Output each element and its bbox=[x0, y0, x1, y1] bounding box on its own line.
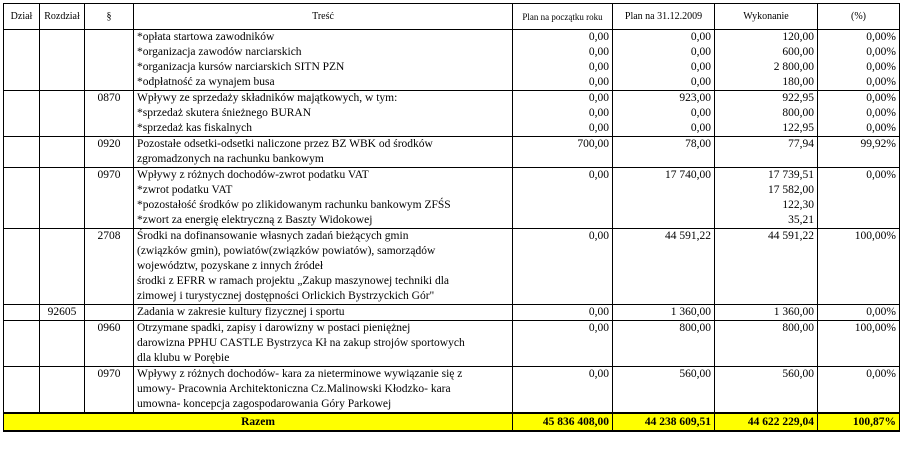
tresc-cell-line: *organizacja zawodów narciarskich bbox=[137, 46, 302, 58]
header-wykonanie: Wykonanie bbox=[715, 4, 818, 30]
plan-start-cell-line: 0,00 bbox=[588, 92, 609, 104]
procent-cell-line: 0,00% bbox=[866, 61, 896, 73]
table-row bbox=[4, 168, 900, 229]
tresc-cell-line: Zadania w zakresie kultury fizycznej i sportu bbox=[137, 306, 345, 318]
tresc-cell bbox=[134, 321, 513, 367]
tresc-cell-line: środki z EFRR w ramach projektu „Zakup maszynowej techniki dla bbox=[137, 275, 450, 287]
dzial-cell bbox=[4, 30, 40, 91]
wykonanie-cell-line: 17 739,51 bbox=[768, 169, 814, 181]
tresc-cell-line: dla klubu w Porębie bbox=[137, 352, 230, 364]
tresc-cell-line: umowna- koncepcja zagospodarowania Góry Parkowej bbox=[137, 398, 392, 410]
procent-cell-line: 99,92% bbox=[860, 138, 896, 150]
paragraf-cell: 0960 bbox=[85, 321, 134, 367]
plan-end-cell-line: 78,00 bbox=[685, 138, 711, 150]
plan-start-cell-line: 0,00 bbox=[588, 61, 609, 73]
wykonanie-cell bbox=[715, 30, 818, 91]
plan-end-cell bbox=[613, 168, 715, 229]
paragraf-cell bbox=[85, 305, 134, 321]
rozdzial-cell bbox=[40, 229, 85, 305]
rozdzial-cell bbox=[40, 168, 85, 229]
procent-cell bbox=[818, 91, 900, 137]
tresc-cell-line: *zwort za energię elektryczną z Baszty Widokowej bbox=[137, 214, 373, 226]
paragraf-cell: 0870 bbox=[85, 91, 134, 137]
total-plan-end: 44 238 609,51 bbox=[613, 413, 715, 431]
plan-start-cell-line: 0,00 bbox=[588, 107, 609, 119]
dzial-cell bbox=[4, 137, 40, 168]
wykonanie-cell-line: 800,00 bbox=[782, 322, 814, 334]
plan-end-cell bbox=[613, 229, 715, 305]
procent-cell-line: 0,00% bbox=[866, 31, 896, 43]
table-row bbox=[4, 367, 900, 414]
tresc-cell-line: *pozostałość środków po zlikidowanym rachunku bankowym ZFŚS bbox=[137, 199, 451, 211]
plan-start-cell-line: 0,00 bbox=[588, 76, 609, 88]
procent-cell bbox=[818, 305, 900, 321]
header-plan-end: Plan na 31.12.2009 bbox=[613, 4, 715, 30]
plan-start-cell-line: 0,00 bbox=[588, 368, 609, 380]
procent-cell-line: 0,00% bbox=[866, 368, 896, 380]
tresc-cell-line: *sprzedaż kas fiskalnych bbox=[137, 122, 252, 134]
wykonanie-cell bbox=[715, 91, 818, 137]
plan-start-cell bbox=[513, 229, 613, 305]
plan-end-cell bbox=[613, 367, 715, 414]
plan-end-cell-line: 0,00 bbox=[690, 107, 711, 119]
plan-start-cell bbox=[513, 321, 613, 367]
rozdzial-cell: 92605 bbox=[40, 305, 85, 321]
plan-start-cell-line: 0,00 bbox=[588, 230, 609, 242]
rozdzial-cell bbox=[40, 321, 85, 367]
tresc-cell-line: darowizna PPHU CASTLE Bystrzyca Kł na zakup strojów sportowych bbox=[137, 337, 465, 349]
procent-cell bbox=[818, 229, 900, 305]
wykonanie-cell-line: 2 800,00 bbox=[773, 61, 814, 73]
plan-start-cell-line: 0,00 bbox=[588, 46, 609, 58]
tresc-cell bbox=[134, 305, 513, 321]
tresc-cell-line: *organizacja kursów narciarskich SITN PZN bbox=[137, 61, 345, 73]
tresc-cell-line: Wpływy z różnych dochodów-zwrot podatku VAT bbox=[137, 169, 369, 181]
procent-cell-line: 0,00% bbox=[866, 306, 896, 318]
tresc-cell-line: województw, pozyskane z innych źródeł bbox=[137, 260, 324, 272]
wykonanie-cell bbox=[715, 137, 818, 168]
table-row bbox=[4, 30, 900, 91]
dzial-cell bbox=[4, 91, 40, 137]
procent-cell-line: 100,00% bbox=[854, 230, 896, 242]
plan-end-cell bbox=[613, 137, 715, 168]
tresc-cell bbox=[134, 367, 513, 414]
tresc-cell-line: Pozostałe odsetki-odsetki naliczone przez BZ WBK od środków bbox=[137, 138, 433, 150]
table-row bbox=[4, 229, 900, 305]
procent-cell-line: 0,00% bbox=[866, 92, 896, 104]
procent-cell bbox=[818, 30, 900, 91]
paragraf-cell: 0970 bbox=[85, 367, 134, 414]
procent-cell-line: 0,00% bbox=[866, 122, 896, 134]
header-row bbox=[4, 4, 900, 30]
table-body bbox=[4, 30, 900, 414]
wykonanie-cell-line: 44 591,22 bbox=[768, 230, 814, 242]
budget-table bbox=[3, 3, 900, 432]
plan-end-cell-line: 923,00 bbox=[679, 92, 711, 104]
total-plan-start: 45 836 408,00 bbox=[513, 413, 613, 431]
tresc-cell-line: *odpłatność za wynajem busa bbox=[137, 76, 275, 88]
tresc-cell bbox=[134, 91, 513, 137]
plan-end-cell bbox=[613, 91, 715, 137]
table-row bbox=[4, 321, 900, 367]
header-dzial: Dział bbox=[4, 4, 40, 30]
plan-start-cell bbox=[513, 305, 613, 321]
rozdzial-cell bbox=[40, 30, 85, 91]
wykonanie-cell bbox=[715, 305, 818, 321]
header-paragraf: § bbox=[85, 4, 134, 30]
plan-start-cell bbox=[513, 168, 613, 229]
dzial-cell bbox=[4, 321, 40, 367]
table-row bbox=[4, 137, 900, 168]
plan-start-cell bbox=[513, 91, 613, 137]
dzial-cell bbox=[4, 367, 40, 414]
tresc-cell bbox=[134, 168, 513, 229]
dzial-cell bbox=[4, 168, 40, 229]
plan-end-cell-line: 0,00 bbox=[690, 31, 711, 43]
paragraf-cell: 2708 bbox=[85, 229, 134, 305]
plan-start-cell-line: 0,00 bbox=[588, 306, 609, 318]
plan-end-cell-line: 560,00 bbox=[679, 368, 711, 380]
rozdzial-cell bbox=[40, 137, 85, 168]
plan-end-cell bbox=[613, 305, 715, 321]
plan-end-cell-line: 800,00 bbox=[679, 322, 711, 334]
procent-cell-line: 0,00% bbox=[866, 46, 896, 58]
plan-start-cell-line: 700,00 bbox=[577, 138, 609, 150]
wykonanie-cell bbox=[715, 367, 818, 414]
dzial-cell bbox=[4, 305, 40, 321]
dzial-cell bbox=[4, 229, 40, 305]
paragraf-cell bbox=[85, 30, 134, 91]
tresc-cell-line: *opłata startowa zawodników bbox=[137, 31, 275, 43]
plan-start-cell-line: 0,00 bbox=[588, 31, 609, 43]
wykonanie-cell-line: 122,30 bbox=[782, 199, 814, 211]
plan-end-cell-line: 17 740,00 bbox=[665, 169, 711, 181]
procent-cell bbox=[818, 367, 900, 414]
tresc-cell bbox=[134, 137, 513, 168]
table-row bbox=[4, 91, 900, 137]
header-rozdzial: Rozdział bbox=[40, 4, 85, 30]
plan-end-cell-line: 1 360,00 bbox=[670, 306, 711, 318]
wykonanie-cell-line: 120,00 bbox=[782, 31, 814, 43]
plan-end-cell bbox=[613, 321, 715, 367]
wykonanie-cell-line: 600,00 bbox=[782, 46, 814, 58]
procent-cell bbox=[818, 168, 900, 229]
wykonanie-cell-line: 922,95 bbox=[782, 92, 814, 104]
wykonanie-cell-line: 77,94 bbox=[788, 138, 814, 150]
procent-cell bbox=[818, 137, 900, 168]
plan-start-cell bbox=[513, 367, 613, 414]
plan-end-cell-line: 0,00 bbox=[690, 61, 711, 73]
tresc-cell-line: Środki na dofinansowanie własnych zadań bieżących gmin bbox=[137, 230, 409, 242]
plan-start-cell-line: 0,00 bbox=[588, 322, 609, 334]
tresc-cell-line: (związków gmin), powiatów(związków powiatów), samorządów bbox=[137, 245, 436, 257]
plan-start-cell bbox=[513, 30, 613, 91]
wykonanie-cell-line: 180,00 bbox=[782, 76, 814, 88]
tresc-cell bbox=[134, 30, 513, 91]
plan-start-cell bbox=[513, 137, 613, 168]
header-plan-start: Plan na początku roku bbox=[513, 4, 613, 30]
header-tresc: Treść bbox=[134, 4, 513, 30]
wykonanie-cell bbox=[715, 321, 818, 367]
paragraf-cell: 0920 bbox=[85, 137, 134, 168]
tresc-cell-line: *zwrot podatku VAT bbox=[137, 184, 233, 196]
plan-start-cell-line: 0,00 bbox=[588, 122, 609, 134]
plan-start-cell-line: 0,00 bbox=[588, 169, 609, 181]
wykonanie-cell bbox=[715, 168, 818, 229]
procent-cell-line: 0,00% bbox=[866, 169, 896, 181]
procent-cell-line: 0,00% bbox=[866, 76, 896, 88]
plan-end-cell-line: 0,00 bbox=[690, 76, 711, 88]
rozdzial-cell bbox=[40, 91, 85, 137]
plan-end-cell-line: 44 591,22 bbox=[665, 230, 711, 242]
tresc-cell-line: zgromadzonych na rachunku bankowym bbox=[137, 153, 324, 165]
header-procent: (%) bbox=[818, 4, 900, 30]
plan-end-cell-line: 0,00 bbox=[690, 122, 711, 134]
procent-cell-line: 0,00% bbox=[866, 107, 896, 119]
wykonanie-cell bbox=[715, 229, 818, 305]
tresc-cell-line: Otrzymane spadki, zapisy i darowizny w postaci pieniężnej bbox=[137, 322, 411, 334]
tresc-cell bbox=[134, 229, 513, 305]
paragraf-cell: 0970 bbox=[85, 168, 134, 229]
procent-cell-line: 100,00% bbox=[854, 322, 896, 334]
tresc-cell-line: umowy- Pracownia Architektoniczna Cz.Malinowski Kłodzko- kara bbox=[137, 383, 451, 395]
tresc-cell-line: zimowej i turystycznej dostępności Orlickich Bystrzyckich Gór" bbox=[137, 290, 435, 302]
total-row bbox=[4, 413, 900, 431]
procent-cell bbox=[818, 321, 900, 367]
wykonanie-cell-line: 560,00 bbox=[782, 368, 814, 380]
plan-end-cell-line: 0,00 bbox=[690, 46, 711, 58]
wykonanie-cell-line: 1 360,00 bbox=[773, 306, 814, 318]
wykonanie-cell-line: 122,95 bbox=[782, 122, 814, 134]
table-row bbox=[4, 305, 900, 321]
total-label: Razem bbox=[4, 413, 513, 431]
wykonanie-cell-line: 35,21 bbox=[788, 214, 814, 226]
total-wykonanie: 44 622 229,04 bbox=[715, 413, 818, 431]
tresc-cell-line: Wpływy ze sprzedaży składników majątkowych, w tym: bbox=[137, 92, 398, 104]
total-procent: 100,87% bbox=[818, 413, 900, 431]
rozdzial-cell bbox=[40, 367, 85, 414]
tresc-cell-line: *sprzedaż skutera śnieżnego BURAN bbox=[137, 107, 312, 119]
tresc-cell-line: Wpływy z różnych dochodów- kara za nieterminowe wywiązanie się z bbox=[137, 368, 463, 380]
wykonanie-cell-line: 17 582,00 bbox=[768, 184, 814, 196]
plan-end-cell bbox=[613, 30, 715, 91]
wykonanie-cell-line: 800,00 bbox=[782, 107, 814, 119]
